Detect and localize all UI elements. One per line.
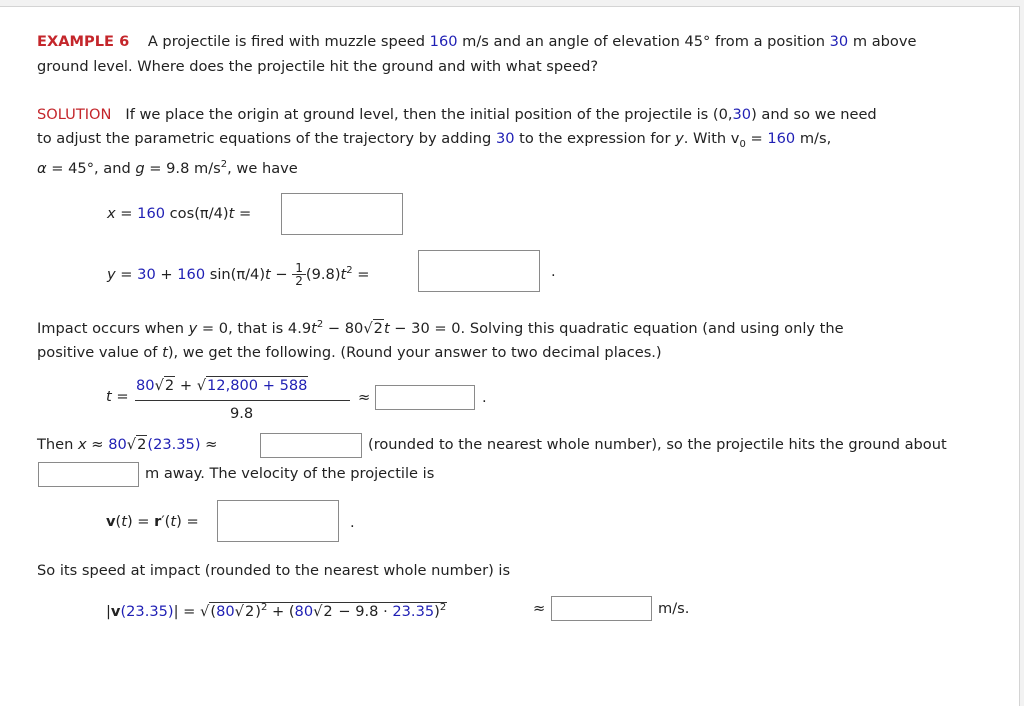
var: v bbox=[106, 513, 116, 530]
var: y bbox=[107, 265, 116, 283]
impact-line-1 bbox=[37, 315, 844, 339]
value: (23.35) bbox=[120, 602, 174, 620]
speed-equation bbox=[106, 598, 447, 622]
text: ) bbox=[434, 602, 440, 620]
var: y bbox=[188, 319, 198, 337]
example-label: EXAMPLE 6 bbox=[37, 33, 130, 50]
y-equation bbox=[107, 256, 370, 290]
text: to the expression for bbox=[519, 130, 671, 147]
text: sin(π/4) bbox=[205, 265, 266, 283]
sqrt: $√(80√2)^2 + (80√2 - 9.8 \cdot 23.35)^2$ bbox=[200, 602, 447, 620]
var: t bbox=[383, 319, 390, 337]
text: ) and so we need bbox=[751, 106, 877, 123]
text: = 9.8 m/s bbox=[144, 159, 221, 177]
value: 160 bbox=[767, 130, 796, 147]
velocity-equation bbox=[106, 512, 199, 532]
speed-value: 160 bbox=[429, 33, 458, 50]
text: m/s, bbox=[795, 130, 832, 147]
text: Impact occurs when bbox=[37, 319, 189, 337]
text: ) = bbox=[126, 513, 155, 530]
value: 30 bbox=[495, 130, 515, 147]
approx: ≈ bbox=[358, 389, 371, 406]
text: to adjust the parametric equations of the trajectory by adding bbox=[37, 130, 492, 147]
speed-line: So its speed at impact (rounded to the nearest whole number) is bbox=[37, 562, 511, 579]
subscript: 0 bbox=[739, 138, 746, 150]
value: 160 bbox=[177, 265, 206, 283]
text: ( bbox=[210, 602, 217, 620]
text: = bbox=[745, 130, 768, 147]
text: , we have bbox=[227, 159, 298, 177]
text: − 80 bbox=[323, 319, 364, 337]
solution-line-1 bbox=[37, 105, 877, 125]
x-distance-input[interactable] bbox=[260, 433, 362, 458]
text: | = bbox=[173, 602, 201, 620]
text: Then bbox=[37, 436, 79, 453]
sqrt: √2 bbox=[234, 602, 255, 620]
sqrt: √2 bbox=[126, 436, 147, 453]
text: = bbox=[234, 205, 252, 222]
unit-label: m/s. bbox=[658, 600, 690, 617]
radicand: 12,800 + 588 bbox=[207, 377, 308, 394]
var: y bbox=[675, 130, 684, 147]
text: If we place the origin at ground level, then the initial position of the projectile is (0, bbox=[125, 106, 733, 123]
fraction bbox=[292, 262, 306, 287]
solution-line-3 bbox=[37, 155, 298, 179]
sqrt: √2 bbox=[154, 377, 175, 394]
period: . bbox=[350, 514, 355, 531]
text: positive value of bbox=[37, 344, 163, 361]
text: | bbox=[106, 602, 111, 620]
exponent: 2 bbox=[346, 265, 353, 276]
text: (9.8) bbox=[305, 265, 341, 283]
text: − bbox=[270, 265, 293, 283]
var: x bbox=[78, 436, 87, 453]
period: . bbox=[551, 263, 556, 280]
radicand: 2 bbox=[323, 602, 333, 620]
exponent: 2 bbox=[316, 319, 324, 330]
impact-line-2 bbox=[37, 343, 662, 363]
problem-text: A projectile is fired with muzzle speed bbox=[147, 33, 426, 50]
text: ) = bbox=[176, 513, 199, 530]
value: 80 bbox=[108, 436, 127, 453]
exponent: 2 bbox=[439, 602, 447, 613]
t-numerator bbox=[136, 376, 308, 396]
var: t bbox=[106, 388, 112, 405]
var: t bbox=[265, 265, 271, 283]
sqrt: √2 bbox=[363, 319, 383, 337]
solution-label: SOLUTION bbox=[37, 106, 112, 123]
var: t bbox=[311, 319, 317, 337]
t-denominator: 9.8 bbox=[230, 405, 254, 422]
text: = bbox=[352, 265, 370, 283]
period: . bbox=[482, 389, 487, 406]
radicand: 2 bbox=[244, 602, 255, 620]
velocity-answer-input[interactable] bbox=[217, 500, 339, 542]
text: ) bbox=[255, 602, 261, 620]
text: + bbox=[175, 377, 197, 394]
y-answer-input[interactable] bbox=[418, 250, 540, 292]
var: r bbox=[154, 513, 162, 530]
approx: ≈ bbox=[533, 600, 546, 617]
exponent: 2 bbox=[260, 602, 268, 613]
speed-answer-input[interactable] bbox=[551, 596, 652, 621]
var: x bbox=[107, 205, 116, 222]
value: 160 bbox=[137, 205, 166, 222]
then-line bbox=[37, 435, 217, 455]
text: ′( bbox=[161, 513, 171, 530]
solution-line-2 bbox=[37, 129, 831, 155]
radicand: 2 bbox=[373, 319, 383, 337]
fraction-bar bbox=[135, 400, 350, 401]
value: 23.35 bbox=[392, 602, 435, 620]
radicand: 2 bbox=[137, 436, 147, 453]
t-answer-input[interactable] bbox=[375, 385, 475, 410]
text: cos(π/4) bbox=[165, 205, 229, 222]
value: (23.35) bbox=[147, 436, 201, 453]
height-value: 30 bbox=[829, 33, 849, 50]
text: − 30 = 0. Solving this quadratic equation (and using only the bbox=[389, 319, 844, 337]
radicand: 2 bbox=[164, 377, 175, 394]
numerator: 1 bbox=[292, 262, 306, 275]
text: = bbox=[115, 265, 138, 283]
text: + bbox=[155, 265, 178, 283]
text: ), we get the following. (Round your answer to two decimal places.) bbox=[167, 344, 662, 361]
radicand bbox=[209, 602, 447, 620]
text: = bbox=[111, 388, 129, 405]
text: = bbox=[115, 205, 138, 222]
var: g bbox=[135, 159, 145, 177]
denominator: 2 bbox=[295, 274, 303, 289]
then-text: (rounded to the nearest whole number), so the projectile hits the ground about bbox=[368, 436, 947, 453]
velocity-text: m away. The velocity of the projectile is bbox=[145, 465, 435, 482]
problem-text: m/s and an angle of elevation 45° from a position bbox=[462, 33, 825, 50]
t-var bbox=[106, 387, 129, 407]
x-answer-input[interactable] bbox=[281, 193, 403, 235]
var: t bbox=[162, 344, 168, 361]
text: . With v bbox=[683, 130, 740, 147]
var: t bbox=[121, 513, 127, 530]
exponent: 2 bbox=[220, 159, 228, 170]
value: 30 bbox=[732, 106, 752, 123]
var: v bbox=[110, 602, 121, 620]
var: t bbox=[340, 265, 347, 283]
text: = 0, that is 4.9 bbox=[197, 319, 312, 337]
value: 80 bbox=[136, 377, 155, 394]
problem-text: m above bbox=[852, 33, 917, 50]
value: 80 bbox=[216, 602, 235, 620]
value: 30 bbox=[137, 265, 156, 283]
var: t bbox=[228, 205, 235, 222]
text: − 9.8 · bbox=[333, 602, 393, 620]
sqrt: √2 bbox=[313, 602, 333, 620]
text: ( bbox=[115, 513, 122, 530]
text: + ( bbox=[267, 602, 295, 620]
text: ≈ bbox=[200, 436, 218, 453]
x-equation bbox=[107, 204, 251, 224]
problem-line-2: ground level. Where does the projectile hit the ground and with what speed? bbox=[37, 58, 599, 75]
value: 80 bbox=[294, 602, 314, 620]
distance-input[interactable] bbox=[38, 462, 139, 487]
var: α bbox=[37, 159, 47, 177]
text: = 45°, and bbox=[46, 159, 136, 177]
sqrt: √12,800 + 588 bbox=[196, 377, 308, 394]
text: ≈ bbox=[86, 436, 109, 453]
var: t bbox=[170, 513, 177, 530]
problem-statement bbox=[37, 32, 916, 52]
